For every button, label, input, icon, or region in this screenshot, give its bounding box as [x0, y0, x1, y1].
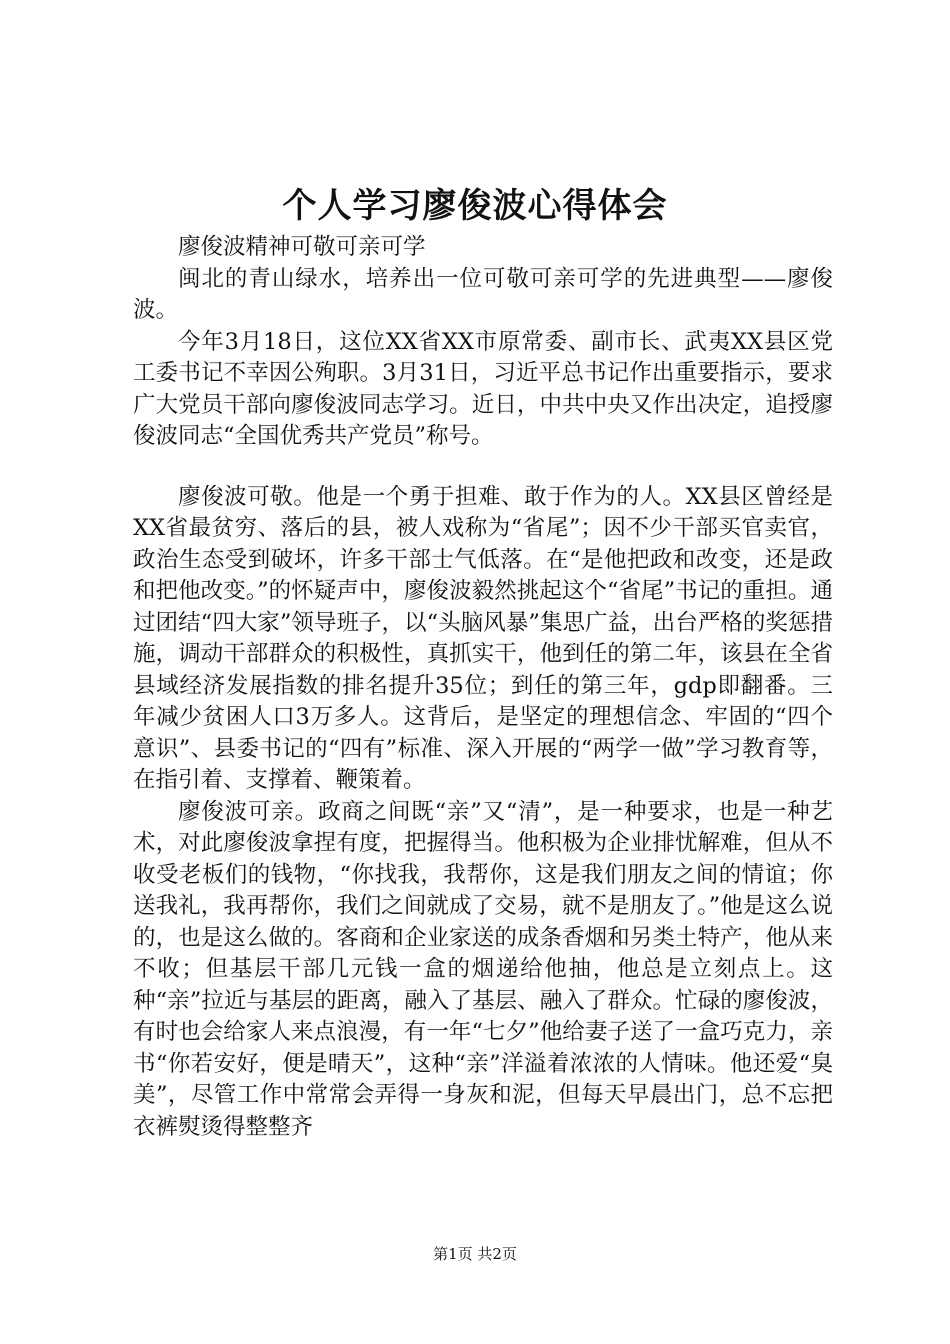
document-body: [133, 232, 833, 1143]
paragraph-approachable: 廖俊波可亲。政商之间既“亲”又“清”，是一种要求，也是一种艺术，对此廖俊波拿捏有度，把握得当。他积极为企业排忧解难，但从不收受老板们的钱物，“你找我，我帮你，这是我们朋友之间的情谊；你送我礼，我再帮你，我们之间就成了交易，就不是朋友了。”他是这么说的，也是这么做的。客商和企业家送的成条香烟和另类土特产，他从来不收；但基层干部几元钱一盒的烟递给他抽，他总是立刻点上。这种“亲”拉近与基层的距离，融入了基层、融入了群众。忙碌的廖俊波，有时也会给家人来点浪漫，有一年“七夕”他给妻子送了一盒巧克力，亲书“你若安好，便是晴天”，这种“亲”洋溢着浓浓的人情味。他还爱“臭美”，尽管工作中常常会弄得一身灰和泥，但每天早晨出门，总不忘把衣裤熨烫得整整齐: [133, 798, 833, 1140]
paragraph-background: 今年3月18日，这位XX省XX市原常委、副市长、武夷XX县区党工委书记不幸因公殉职。3月31日，习近平总书记作出重要指示，要求广大党员干部向廖俊波同志学习。近日，中共中央又作出决定，追授廖俊波同志“全国优秀共产党员”称号。: [133, 328, 833, 449]
paragraph-respectable: 廖俊波可敬。他是一个勇于担难、敢于作为的人。XX县区曾经是XX省最贫穷、落后的县，被人戏称为“省尾”；因不少干部买官卖官，政治生态受到破坏，许多干部士气低落。在“是他把政和改变，还是政和把他改变。”的怀疑声中，廖俊波毅然挑起这个“省尾”书记的重担。通过团结“四大家”领导班子，以“头脑风暴”集思广益，出台严格的奖惩措施，调动干部群众的积极性，真抓实干，他到任的第二年，该县在全省县域经济发展指数的排名提升35位；到任的第三年，gdp即翻番。三年减少贫困人口3万多人。这背后，是坚定的理想信念、牢固的“四个意识”、县委书记的“四有”标准、深入开展的“两学一做”学习教育等，在指引着、支撑着、鞭策着。: [133, 483, 833, 793]
document-title: 个人学习廖俊波心得体会: [282, 186, 668, 226]
page-footer: 第1页 共2页: [433, 1245, 517, 1263]
paragraph-subtitle: 廖俊波精神可敬可亲可学: [178, 234, 426, 260]
paragraph-intro: 闽北的青山绿水，培养出一位可敬可亲可学的先进典型——廖俊波。: [133, 265, 833, 323]
